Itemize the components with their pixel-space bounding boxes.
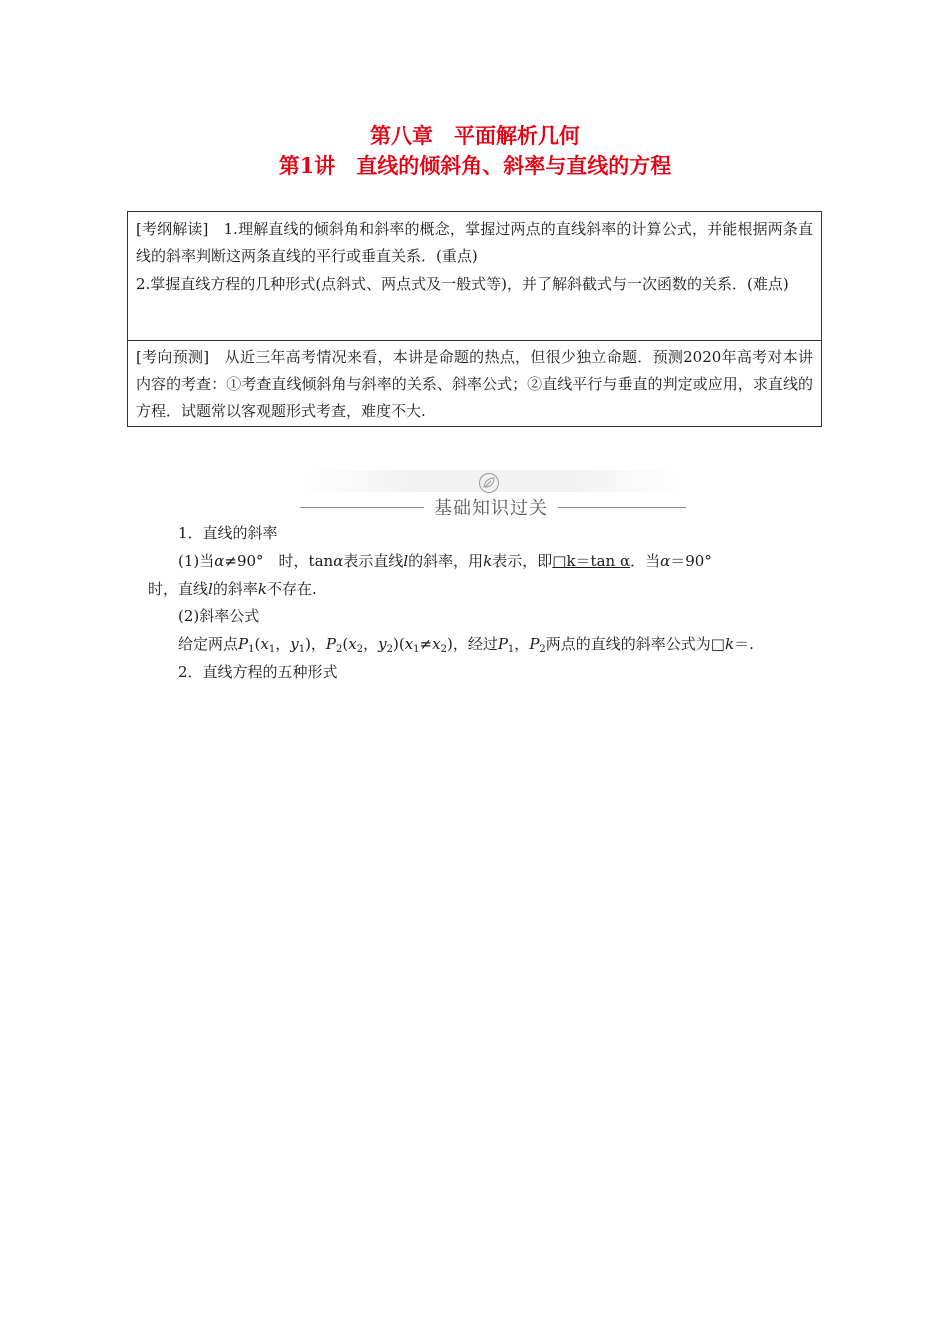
text: ( [398, 635, 405, 653]
text: ．当 [630, 552, 661, 570]
box-divider [128, 340, 821, 341]
text: 给定两点 [178, 635, 239, 653]
slope-formula-heading: (2)斜率公式 [178, 607, 260, 625]
sub: 2 [386, 644, 393, 655]
text: )， [305, 635, 326, 653]
var-P: P [529, 635, 540, 653]
text: ， [275, 635, 291, 653]
var-x: x [260, 635, 269, 653]
text: ( [342, 635, 349, 653]
sub: 1 [507, 644, 515, 655]
banner-label: 基础知识过关 [434, 498, 548, 519]
sub: 1 [268, 644, 276, 655]
var-P: P [238, 635, 249, 653]
text: 时，直线 [148, 580, 209, 598]
banner-rule-left [300, 507, 424, 508]
text: ＝90° [670, 552, 712, 570]
text: (1)当 [178, 552, 215, 570]
chapter-title: 第八章 平面解析几何 [370, 123, 580, 148]
syllabus-item-1: [考纲解读] 1.理解直线的倾斜角和斜率的概念，掌握过两点的直线斜率的计算公式，并能根据两条直线的斜率判断这两条直线的平行或垂直关系．(重点) [136, 220, 813, 265]
text: 的斜率 [212, 580, 258, 598]
sub: 2 [356, 644, 364, 655]
alpha: α [660, 552, 671, 570]
sub: 2 [539, 644, 546, 655]
text: 不存在. [266, 580, 317, 598]
alpha: α [333, 552, 344, 570]
banner-rule-right [558, 507, 686, 508]
text: ＝. [734, 635, 754, 653]
answer-box: □k＝tan α [552, 552, 631, 570]
text: 两点的直线的斜率公式为□ [545, 635, 725, 653]
section-2-heading: 2．直线方程的五种形式 [178, 663, 338, 681]
text: ≠ [419, 635, 433, 653]
sub: 1 [298, 644, 306, 655]
leaf-icon [478, 472, 500, 494]
alpha: α [214, 552, 225, 570]
text: ) [392, 635, 399, 653]
var-y: y [290, 635, 299, 653]
syllabus-box [127, 211, 822, 427]
var-k: k [724, 635, 735, 653]
var-x: x [432, 635, 441, 653]
var-P: P [325, 635, 337, 653]
section-banner [300, 470, 686, 520]
text: 表示，即 [492, 552, 553, 570]
sub: 2 [336, 644, 343, 655]
text: 的斜率，用 [408, 552, 484, 570]
var-k: k [483, 552, 493, 570]
forecast-text: [考向预测] 从近三年高考情况来看，本讲是命题的热点，但很少独立命题．预测2020年高考对本讲内容的考查：①考查直线倾斜角与斜率的关系、斜率公式；②直线平行与垂直的判定或应用，求直线的方程．试题常以客观题形式考查，难度不大. [136, 348, 813, 420]
var-k: k [257, 580, 267, 598]
var-l: l [403, 552, 409, 570]
sub: 2 [440, 644, 447, 655]
text: ， [363, 635, 379, 653]
var-y: y [378, 635, 387, 653]
text: ，经过 [452, 635, 498, 653]
var-x: x [348, 635, 357, 653]
syllabus-item-2: 2.掌握直线方程的几种形式(点斜式、两点式及一般式等)，并了解斜截式与一次函数的关系．(难点) [136, 275, 789, 293]
text: ( [254, 635, 261, 653]
var-P: P [497, 635, 508, 653]
var-l: l [208, 580, 213, 598]
slope-definition-line-1 [178, 550, 712, 572]
sub: 1 [413, 644, 420, 655]
section-1-heading: 1．直线的斜率 [178, 524, 278, 542]
text: ≠90° 时，tan [224, 552, 334, 570]
text: ) [446, 635, 453, 653]
sub: 1 [248, 644, 255, 655]
var-x: x [404, 635, 414, 653]
text: ， [514, 635, 530, 653]
slope-definition-line-2 [148, 578, 317, 600]
text: 表示直线 [343, 552, 404, 570]
lecture-title: 第1讲 直线的倾斜角、斜率与直线的方程 [278, 153, 672, 178]
slope-formula-line [178, 633, 754, 655]
